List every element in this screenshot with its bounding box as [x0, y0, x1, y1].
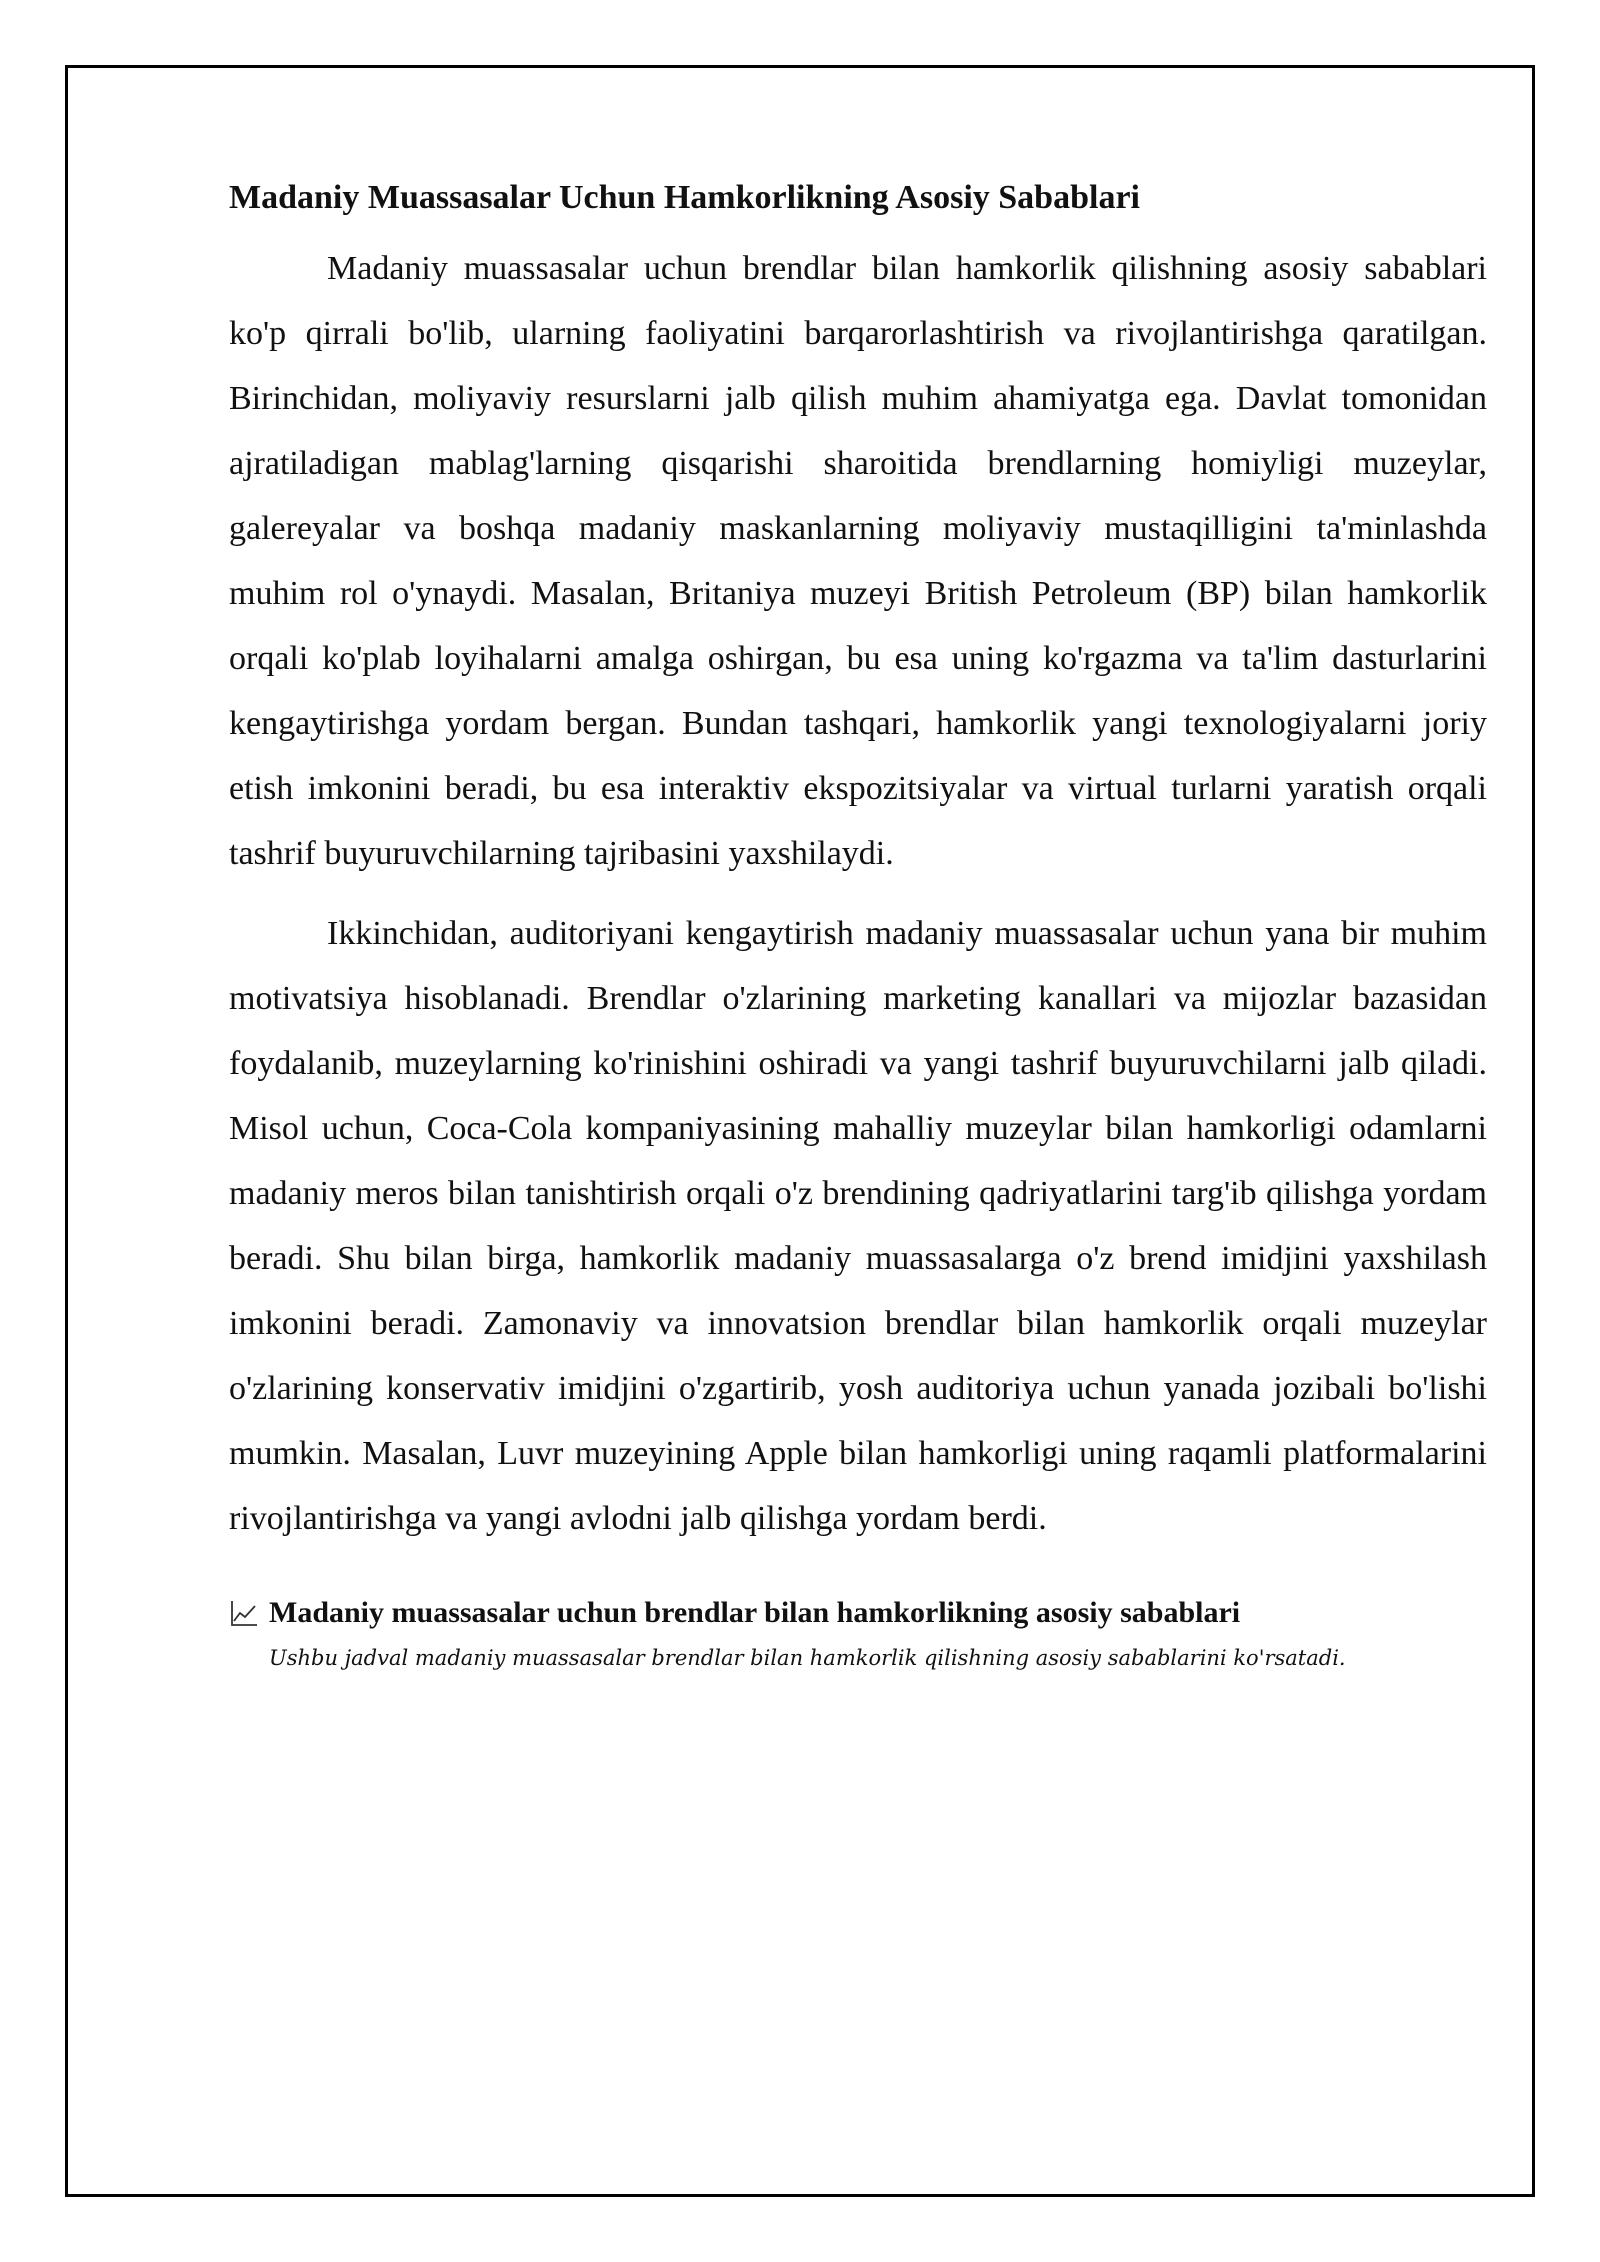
section-heading: Madaniy Muassasalar Uchun Hamkorlikning Asosiy Sabablari [229, 179, 1140, 216]
figure-subcaption: Ushbu jadval madaniy muassasalar brendlar bilan hamkorlik qilishning asosiy sabablarini ko'rsatadi. [269, 1646, 1346, 1670]
chart-line-icon [229, 1598, 259, 1628]
figure-caption-text: Madaniy muassasalar uchun brendlar bilan hamkorlikning asosiy sabablari [269, 1596, 1241, 1629]
document-body [229, 170, 1487, 1675]
figure-caption [229, 1593, 1487, 1633]
paragraph-1: Madaniy muassasalar uchun brendlar bilan hamkorlik qilishning asosiy sabablari ko'p qirrali bo'lib, ularning faoliyatini barqarorlashtirish va rivojlantirishga qaratilgan. Birinchidan, moliyaviy resurslarni jalb qilish muhim ahamiyatga ega. Davlat tomonidan ajratiladigan mablag'larning qisqarishi sharoitida brendlarning homiyligi muzeylar, galereyalar va boshqa madaniy maskanlarning moliyaviy mustaqilligini ta'minlashda muhim rol o'ynaydi. Masalan, Britaniya muzeyi British Petroleum (BP) bilan hamkorlik orqali ko'plab loyihalarni amalga oshirgan, bu esa uning ko'rgazma va ta'lim dasturlarini kengaytirishga yordam bergan. Bundan tashqari, hamkorlik yangi texnologiyalarni joriy etish imkonini beradi, bu esa interaktiv ekspozitsiyalar va virtual turlarni yaratish orqali tashrif buyuruvchilarning tajribasini yaxshilaydi. [229, 250, 1487, 872]
paragraph-2: Ikkinchidan, auditoriyani kengaytirish madaniy muassasalar uchun yana bir muhim motivatsiya hisoblanadi. Brendlar o'zlarining marketing kanallari va mijozlar bazasidan foydalanib, muzeylarning ko'rinishini oshiradi va yangi tashrif buyuruvchilarni jalb qiladi. Misol uchun, Coca-Cola kompaniyasining mahalliy muzeylar bilan hamkorligi odamlarni madaniy meros bilan tanishtirish orqali o'z brendining qadriyatlarini targ'ib qilishga yordam beradi. Shu bilan birga, hamkorlik madaniy muassasalarga o'z brend imidjini yaxshilash imkonini beradi. Zamonaviy va innovatsion brendlar bilan hamkorlik orqali muzeylar o'zlarining konservativ imidjini o'zgartirib, yosh auditoriya uchun yanada jozibali bo'lishi mumkin. Masalan, Luvr muzeyining Apple bilan hamkorligi uning raqamli platformalarini rivojlantirishga va yangi avlodni jalb qilishga yordam berdi. [229, 915, 1487, 1537]
